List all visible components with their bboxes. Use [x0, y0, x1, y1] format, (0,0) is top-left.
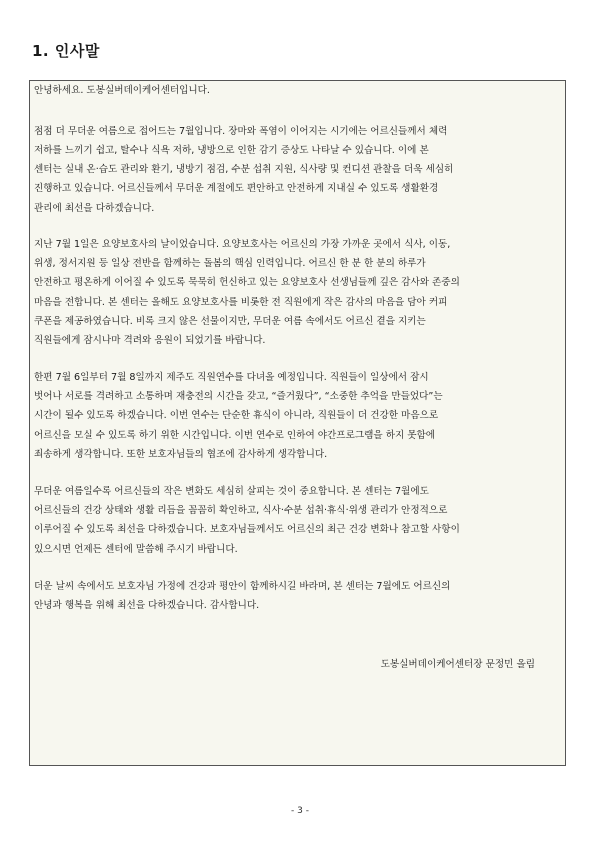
paragraph-2-line-3: 안전하고 평온하게 이어질 수 있도록 묵묵히 헌신하고 있는 요양보호사 선생님들께 깊은 감사와 존중의: [34, 277, 460, 288]
paragraph-3-line-4: 어르신을 모실 수 있도록 하기 위한 시간입니다. 이번 연수로 인하여 야간프로그램을 하지 못함에: [34, 430, 436, 441]
paragraph-2-line-4: 마음을 전합니다. 본 센터는 올해도 요양보호사를 비롯한 전 직원에게 작은 감사의 마음을 담아 커피: [34, 297, 448, 308]
signature: 도봉실버데이케어센터장 문정민 올림: [380, 659, 535, 670]
section-heading: 1. 인사말: [32, 42, 100, 60]
paragraph-3-line-5: 죄송하게 생각합니다. 또한 보호자님들의 협조에 감사하게 생각합니다.: [34, 449, 328, 460]
greeting-letter-box: [29, 80, 566, 766]
paragraph-2-line-2: 위생, 정서지원 등 일상 전반을 함께하는 돌봄의 핵심 인력입니다. 어르신 한 분 한 분의 하루가: [34, 258, 426, 269]
paragraph-1-line-3: 센터는 실내 온·습도 관리와 환기, 냉방기 점검, 수분 섭취 지원, 식사량 및 컨디션 관찰을 더욱 세심히: [34, 164, 454, 175]
paragraph-4-line-2: 어르신들의 건강 상태와 생활 리듬을 꼼꼼히 확인하고, 식사·수분 섭취·휴식·위생 관리가 안정적으로: [34, 505, 448, 516]
page-number: - 3 -: [291, 806, 309, 816]
paragraph-4-line-4: 있으시면 언제든 센터에 말씀해 주시기 바랍니다.: [34, 544, 238, 555]
paragraph-5-line-1: 더운 날씨 속에서도 보호자님 가정에 건강과 평안이 함께하시길 바라며, 본 센터는 7월에도 어르신의: [34, 581, 451, 592]
greeting-line: 안녕하세요. 도봉실버데이케어센터입니다.: [34, 85, 210, 96]
paragraph-2-line-6: 직원들에게 잠시나마 격려와 응원이 되었기를 바랍니다.: [34, 335, 266, 346]
paragraph-1-line-5: 관리에 최선을 다하겠습니다.: [34, 203, 155, 214]
paragraph-1-line-1: 점점 더 무더운 여름으로 접어드는 7월입니다. 장마와 폭염이 이어지는 시기에는 어르신들께서 체력: [34, 126, 448, 137]
paragraph-4-line-3: 이루어질 수 있도록 최선을 다하겠습니다. 보호자님들께서도 어르신의 최근 건강 변화나 참고할 사항이: [34, 524, 460, 535]
paragraph-5-line-2: 안녕과 행복을 위해 최선을 다하겠습니다. 감사합니다.: [34, 600, 260, 611]
paragraph-3-line-1: 한편 7월 6일부터 7월 8일까지 제주도 직원연수를 다녀올 예정입니다. 직원들이 일상에서 잠시: [34, 372, 429, 383]
paragraph-4-line-1: 무더운 여름일수록 어르신들의 작은 변화도 세심히 살피는 것이 중요합니다. 본 센터는 7월에도: [34, 486, 429, 497]
paragraph-2-line-1: 지난 7월 1일은 요양보호사의 날이었습니다. 요양보호사는 어르신의 가장 가까운 곳에서 식사, 이동,: [34, 239, 451, 250]
paragraph-1-line-2: 저하를 느끼기 쉽고, 탈수나 식욕 저하, 냉방으로 인한 감기 증상도 나타날 수 있습니다. 이에 본: [34, 145, 429, 156]
paragraph-1-line-4: 진행하고 있습니다. 어르신들께서 무더운 계절에도 편안하고 안전하게 지내실 수 있도록 생활환경: [34, 183, 439, 194]
paragraph-2-line-5: 쿠폰을 제공하였습니다. 비록 크지 않은 선물이지만, 무더운 여름 속에서도 어르신 곁을 지키는: [34, 316, 426, 327]
paragraph-3-line-3: 시간이 될수 있도록 하겠습니다. 이번 연수는 단순한 휴식이 아니라, 직원들이 더 건강한 마음으로: [34, 410, 439, 421]
paragraph-3-line-2: 벗어나 서로를 격려하고 소통하며 재충전의 시간을 갖고, “즐거웠다”, “소중한 추억을 만들었다”는: [34, 391, 443, 402]
